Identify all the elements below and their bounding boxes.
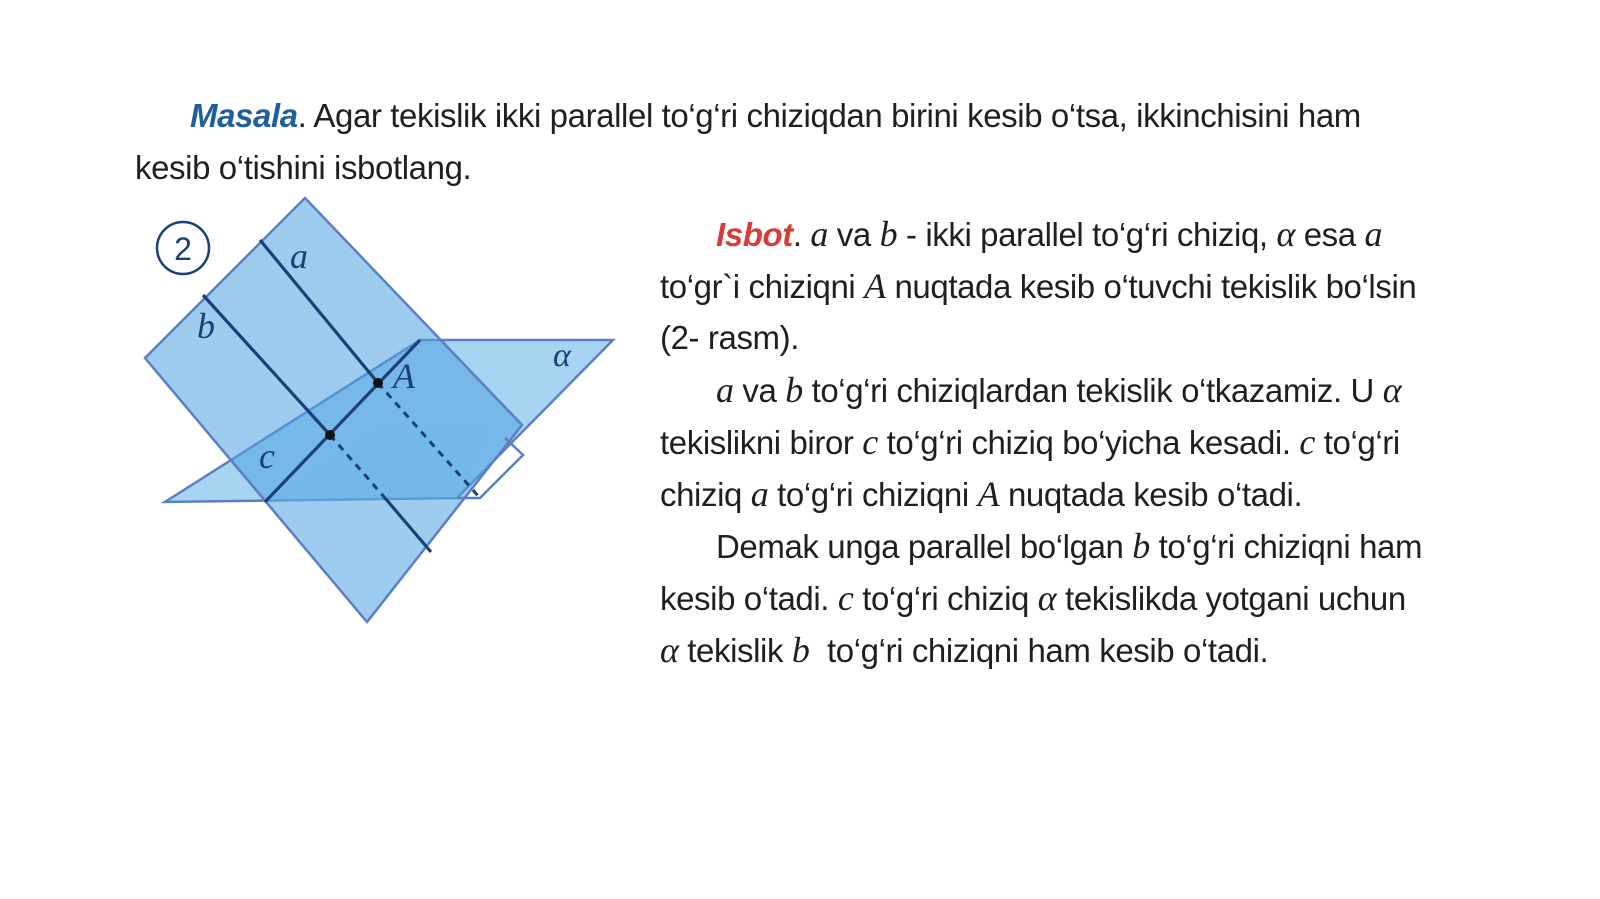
problem-text-2: kesib o‘tishini isbotlang.	[135, 149, 472, 186]
var-alpha: α	[1382, 370, 1402, 410]
var-c: c	[862, 422, 878, 462]
problem-text-1: . Agar tekislik ikki parallel to‘g‘ri chiziqdan birini kesib o‘tsa, ikkinchisini ham	[297, 97, 1361, 134]
var-A: A	[864, 266, 886, 306]
proof-line-5	[660, 422, 1400, 463]
var-a: a	[750, 474, 769, 514]
figure-planes-diagram	[135, 190, 635, 640]
var-c: c	[1299, 422, 1315, 462]
proof-line-7	[716, 526, 1422, 567]
var-alpha: α	[1037, 578, 1057, 618]
var-a: a	[810, 214, 828, 254]
figure-number: 2	[174, 231, 192, 267]
proof-line-2	[660, 266, 1416, 307]
proof-text: esa	[1294, 216, 1365, 253]
var-b: b	[785, 370, 803, 410]
proof-text: to‘g‘ri chiziqni ham	[1149, 528, 1423, 565]
proof-text: va	[827, 216, 880, 253]
label-b: b	[197, 306, 215, 346]
proof-text: Demak unga parallel bo‘lgan	[716, 528, 1133, 565]
label-alpha: α	[553, 337, 571, 374]
proof-line-9	[660, 630, 1268, 671]
proof-text: chiziq	[660, 476, 751, 513]
point-B	[325, 430, 335, 440]
proof-text: to‘g‘ri	[1314, 424, 1400, 461]
proof-text: .	[792, 216, 811, 253]
var-alpha: α	[1276, 214, 1295, 254]
label-A: A	[393, 356, 415, 396]
point-A	[373, 378, 383, 388]
var-c: c	[837, 578, 854, 618]
proof-keyword: Isbot	[716, 216, 793, 253]
proof-text: (2- rasm).	[660, 319, 799, 356]
var-b: b	[879, 214, 898, 254]
var-a: a	[716, 370, 734, 410]
proof-line-1	[716, 214, 1382, 255]
label-c: c	[259, 436, 275, 476]
var-a: a	[1364, 214, 1383, 254]
proof-text: kesib o‘tadi.	[660, 580, 838, 617]
proof-text: to‘g‘ri chiziqlardan tekislik o‘tkazamiz. U	[802, 372, 1383, 409]
proof-text: tekislik	[678, 632, 792, 669]
proof-text: nuqtada kesib o‘tuvchi tekislik bo‘lsin	[885, 268, 1417, 305]
proof-text: va	[733, 372, 786, 409]
proof-text: to‘g‘ri chiziqni	[768, 476, 978, 513]
var-A: A	[977, 474, 1000, 514]
proof-text: tekislikni biror	[660, 424, 863, 461]
problem-line-1	[190, 96, 1361, 136]
proof-text: to‘gr`i chiziqni	[660, 268, 865, 305]
proof-line-4	[716, 370, 1401, 411]
proof-text: to‘g‘ri chiziq	[853, 580, 1038, 617]
var-b: b	[791, 630, 810, 670]
proof-line-3	[660, 318, 799, 358]
proof-line-8	[660, 578, 1406, 619]
label-a: a	[290, 236, 308, 276]
var-b: b	[1132, 526, 1150, 566]
proof-text: to‘g‘ri chiziqni ham kesib o‘tadi.	[809, 632, 1269, 669]
proof-text: to‘g‘ri chiziq bo‘yicha kesadi.	[877, 424, 1300, 461]
proof-text: tekislikda yotgani uchun	[1056, 580, 1406, 617]
problem-keyword: Masala	[190, 97, 298, 134]
proof-text: - ikki parallel to‘g‘ri chiziq,	[897, 216, 1277, 253]
proof-line-6	[660, 474, 1302, 515]
var-alpha: α	[660, 630, 679, 670]
proof-text: nuqtada kesib o‘tadi.	[999, 476, 1303, 513]
problem-line-2	[135, 148, 471, 188]
